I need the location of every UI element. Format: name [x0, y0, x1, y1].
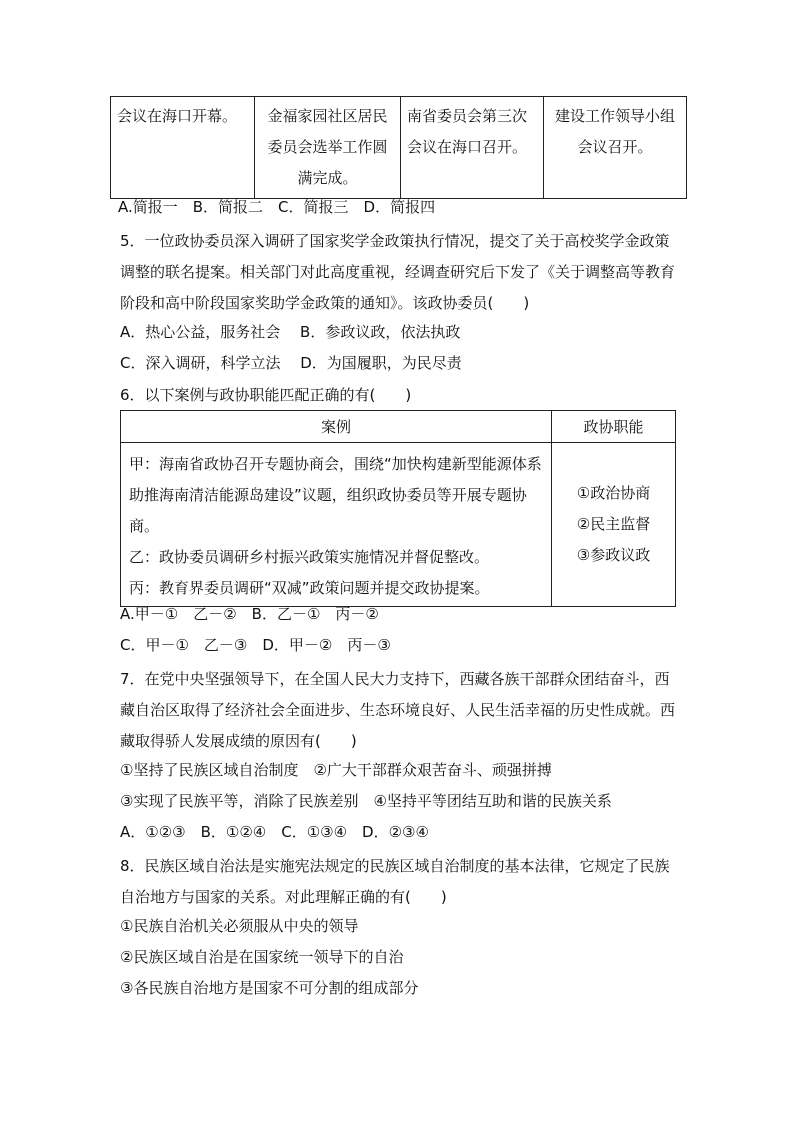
table-header-row [121, 411, 676, 443]
q8-item-2: ②民族区域自治是在国家统一领导下的自治 [120, 948, 404, 966]
header-functions: 政协职能 [552, 411, 676, 443]
q8-item-3: ③各民族自治地方是国家不可分割的组成部分 [120, 979, 419, 997]
q6-options-ab: A.甲－① 乙－② B．乙－① 丙－② [120, 605, 379, 623]
q6-options-cd: C．甲－① 乙－③ D．甲－② 丙－③ [120, 636, 391, 654]
q4-options: A.简报一 B．简报二 C．简报三 D．简报四 [118, 198, 436, 216]
q5-options-cd: C．深入调研，科学立法 D．为国履职，为民尽责 [120, 354, 462, 372]
table-cell: 南省委员会第三次会议在海口召开。 [401, 97, 544, 199]
table-row [121, 443, 676, 607]
q8-stem: 8．民族区域自治法是实施宪法规定的民族区域自治制度的基本法律，它规定了民族自治地方与国家的关系。对此理解正确的有( ) [120, 857, 670, 906]
q5-options-ab: A．热心公益，服务社会 B．参政议政，依法执政 [120, 323, 461, 341]
q7-stem: 7．在党中央坚强领导下，在全国人民大力支持下，西藏各族干部群众团结奋斗，西藏自治区取得了经济社会全面进步、生态环境良好、人民生活幸福的历史性成就。西藏取得骄人发展成绩的原因有( ) [120, 670, 676, 750]
q7-options: A．①②③ B．①②④ C．①③④ D．②③④ [120, 823, 429, 841]
table-cell: 会议在海口开幕。 [111, 97, 255, 199]
header-cases: 案例 [121, 411, 552, 443]
function-democratic-supervision: ②民主监督 [576, 515, 651, 533]
q7-items-34: ③实现了民族平等，消除了民族差别 ④坚持平等团结互助和谐的民族关系 [120, 792, 612, 810]
q7-items-12: ①坚持了民族区域自治制度 ②广大干部群众艰苦奋斗、顽强拼搏 [120, 761, 552, 779]
case-yi: 乙：政协委员调研乡村振兴政策实施情况并督促整改。 [129, 548, 490, 566]
q6-stem: 6．以下案例与政协职能匹配正确的有( ) [120, 386, 412, 404]
table-row [111, 97, 687, 199]
news-brief-table [110, 96, 687, 199]
case-jia: 甲：海南省政协召开专题协商会，围绕“加快构建新型能源体系 助推海南清洁能源岛建设”议题，组织政协委员等开展专题协商。 [129, 455, 542, 535]
table-cell: 金福家园社区居民委员会选举工作圆满完成。 [255, 97, 401, 199]
cases-cell [121, 443, 552, 607]
case-bing: 丙：教育界委员调研“双减”政策问题并提交政协提案。 [129, 579, 490, 597]
table-cell: 建设工作领导小组会议召开。 [544, 97, 687, 199]
cases-functions-table [120, 410, 676, 607]
functions-cell [552, 443, 676, 607]
function-participation: ③参政议政 [576, 546, 651, 564]
q5-stem: 5．一位政协委员深入调研了国家奖学金政策执行情况，提交了关于高校奖学金政策调整的联名提案。相关部门对此高度重视，经调查研究后下发了《关于调整高等教育阶段和高中阶段国家奖助学金政策的通知》。该政协委员( ) [120, 232, 676, 312]
q8-item-1: ①民族自治机关必须服从中央的领导 [120, 917, 359, 935]
function-political-consultation: ①政治协商 [576, 484, 651, 502]
